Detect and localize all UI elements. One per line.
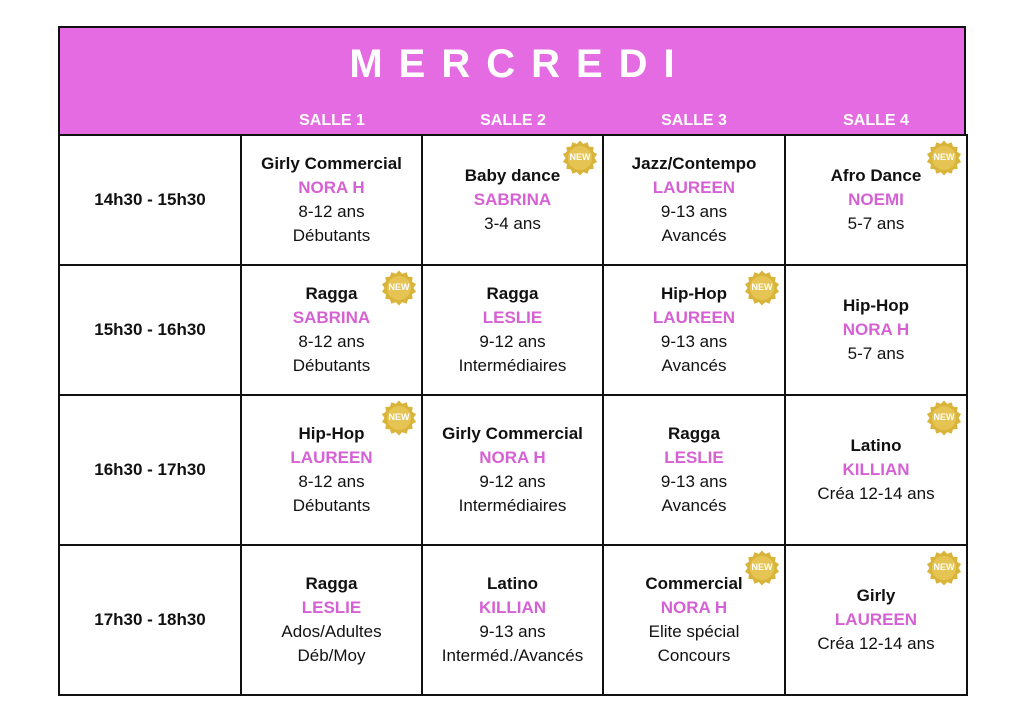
teacher-name: LESLIE	[664, 448, 724, 467]
class-detail: Concours	[657, 646, 731, 665]
class-detail: 3-4 ans	[484, 214, 541, 233]
class-info	[242, 422, 421, 518]
new-badge-icon	[381, 400, 417, 436]
class-detail: 9-12 ans	[479, 332, 546, 351]
new-badge-label: NEW	[933, 152, 955, 162]
class-detail: 5-7 ans	[847, 214, 905, 233]
class-detail: Intermédiaires	[458, 496, 567, 515]
new-badge-label: NEW	[388, 282, 410, 292]
class-detail: Avancés	[661, 226, 727, 245]
teacher-name: LAUREEN	[834, 610, 918, 629]
class-detail: 5-7 ans	[847, 344, 905, 363]
time-slot-label: 15h30 - 16h30	[94, 320, 206, 339]
class-name: Baby dance	[464, 166, 561, 185]
class-detail: Ados/Adultes	[281, 622, 382, 641]
class-name: Girly Commercial	[261, 154, 402, 173]
page-title: MERCREDI	[349, 42, 691, 86]
class-name: Ragga	[486, 284, 539, 303]
time-slot-cell	[59, 545, 241, 695]
class-cell	[422, 395, 603, 545]
class-name: Ragga	[305, 284, 358, 303]
class-cell	[785, 395, 967, 545]
class-name: Commercial	[645, 574, 743, 593]
class-detail: Avancés	[661, 356, 727, 375]
teacher-name: LESLIE	[301, 598, 362, 617]
new-badge-icon	[926, 140, 962, 176]
class-info	[423, 572, 602, 668]
class-cell	[241, 135, 422, 265]
class-detail: 9-12 ans	[479, 472, 546, 491]
class-name: Hip-Hop	[660, 284, 728, 303]
class-cell	[241, 265, 422, 395]
class-detail: Avancés	[661, 496, 727, 515]
time-slot-cell	[59, 395, 241, 545]
teacher-name: LESLIE	[482, 308, 543, 327]
class-info	[786, 434, 966, 506]
schedule-row	[59, 265, 967, 395]
class-cell	[603, 395, 785, 545]
teacher-name: NORA H	[298, 178, 365, 197]
class-info	[242, 572, 421, 668]
class-cell	[603, 135, 785, 265]
class-detail: Intermédiaires	[458, 356, 567, 375]
class-detail: 9-13 ans	[660, 202, 728, 221]
class-cell	[422, 545, 603, 695]
new-badge-label: NEW	[751, 282, 773, 292]
class-detail: 8-12 ans	[298, 332, 365, 351]
class-info	[242, 152, 421, 248]
teacher-name: KILLIAN	[842, 460, 910, 479]
schedule-header	[58, 26, 966, 136]
class-cell	[785, 545, 967, 695]
class-name: Latino	[487, 574, 538, 593]
class-cell	[422, 135, 603, 265]
teacher-name: NOEMI	[848, 190, 904, 209]
new-badge-icon	[381, 270, 417, 306]
class-detail: 9-13 ans	[479, 622, 546, 641]
schedule-row	[59, 395, 967, 545]
room-header-4: SALLE 4	[843, 112, 909, 129]
teacher-name: NORA H	[660, 598, 728, 617]
new-badge-label: NEW	[933, 412, 955, 422]
teacher-name: NORA H	[479, 448, 546, 467]
new-badge-label: NEW	[388, 412, 410, 422]
schedule-row	[59, 545, 967, 695]
teacher-name: LAUREEN	[290, 448, 373, 467]
class-detail: Déb/Moy	[297, 646, 366, 665]
new-badge-icon	[926, 400, 962, 436]
class-name: Ragga	[668, 424, 720, 443]
class-info	[423, 282, 602, 378]
class-detail: 8-12 ans	[298, 472, 365, 491]
class-detail: Débutants	[292, 496, 371, 515]
class-info	[786, 294, 966, 366]
class-detail: Interméd./Avancés	[441, 646, 584, 665]
new-badge-icon	[744, 270, 780, 306]
class-info	[604, 152, 784, 248]
class-cell	[241, 395, 422, 545]
class-name: Ragga	[305, 574, 358, 593]
class-cell	[603, 265, 785, 395]
class-name: Jazz/Contempo	[631, 154, 757, 173]
class-info	[604, 572, 784, 668]
class-cell	[785, 135, 967, 265]
class-cell	[241, 545, 422, 695]
class-name: Girly	[856, 586, 896, 605]
schedule-table	[58, 134, 968, 696]
teacher-name: LAUREEN	[652, 308, 736, 327]
class-detail: Elite spécial	[648, 622, 740, 641]
time-slot-label: 17h30 - 18h30	[94, 610, 206, 629]
time-slot-cell	[59, 135, 241, 265]
class-cell	[603, 545, 785, 695]
room-header-2: SALLE 2	[480, 112, 546, 129]
class-detail: Débutants	[292, 356, 371, 375]
new-badge-label: NEW	[933, 562, 955, 572]
room-header-1: SALLE 1	[299, 112, 365, 129]
schedule-sheet	[58, 26, 966, 697]
class-name: Girly Commercial	[442, 424, 583, 443]
class-detail: Débutants	[292, 226, 371, 245]
class-cell	[422, 265, 603, 395]
schedule-row	[59, 135, 967, 265]
class-name: Afro Dance	[830, 166, 922, 185]
teacher-name: SABRINA	[473, 190, 552, 209]
teacher-name: LAUREEN	[652, 178, 736, 197]
new-badge-icon	[926, 550, 962, 586]
class-info	[604, 422, 784, 518]
class-detail: 8-12 ans	[298, 202, 365, 221]
new-badge-icon	[562, 140, 598, 176]
class-info	[786, 584, 966, 656]
time-slot-label: 14h30 - 15h30	[94, 190, 206, 209]
class-cell	[785, 265, 967, 395]
class-detail: 9-13 ans	[660, 472, 728, 491]
class-name: Latino	[850, 436, 902, 455]
new-badge-label: NEW	[569, 152, 591, 162]
new-badge-icon	[744, 550, 780, 586]
class-name: Hip-Hop	[842, 296, 910, 315]
time-slot-label: 16h30 - 17h30	[94, 460, 206, 479]
class-name: Hip-Hop	[298, 424, 365, 443]
teacher-name: NORA H	[842, 320, 910, 339]
teacher-name: SABRINA	[292, 308, 371, 327]
room-header-3: SALLE 3	[661, 112, 727, 129]
time-slot-cell	[59, 265, 241, 395]
class-detail: Créa 12-14 ans	[817, 634, 935, 653]
teacher-name: KILLIAN	[478, 598, 547, 617]
new-badge-label: NEW	[751, 562, 773, 572]
class-info	[423, 422, 602, 518]
class-detail: 9-13 ans	[660, 332, 728, 351]
class-detail: Créa 12-14 ans	[817, 484, 935, 503]
